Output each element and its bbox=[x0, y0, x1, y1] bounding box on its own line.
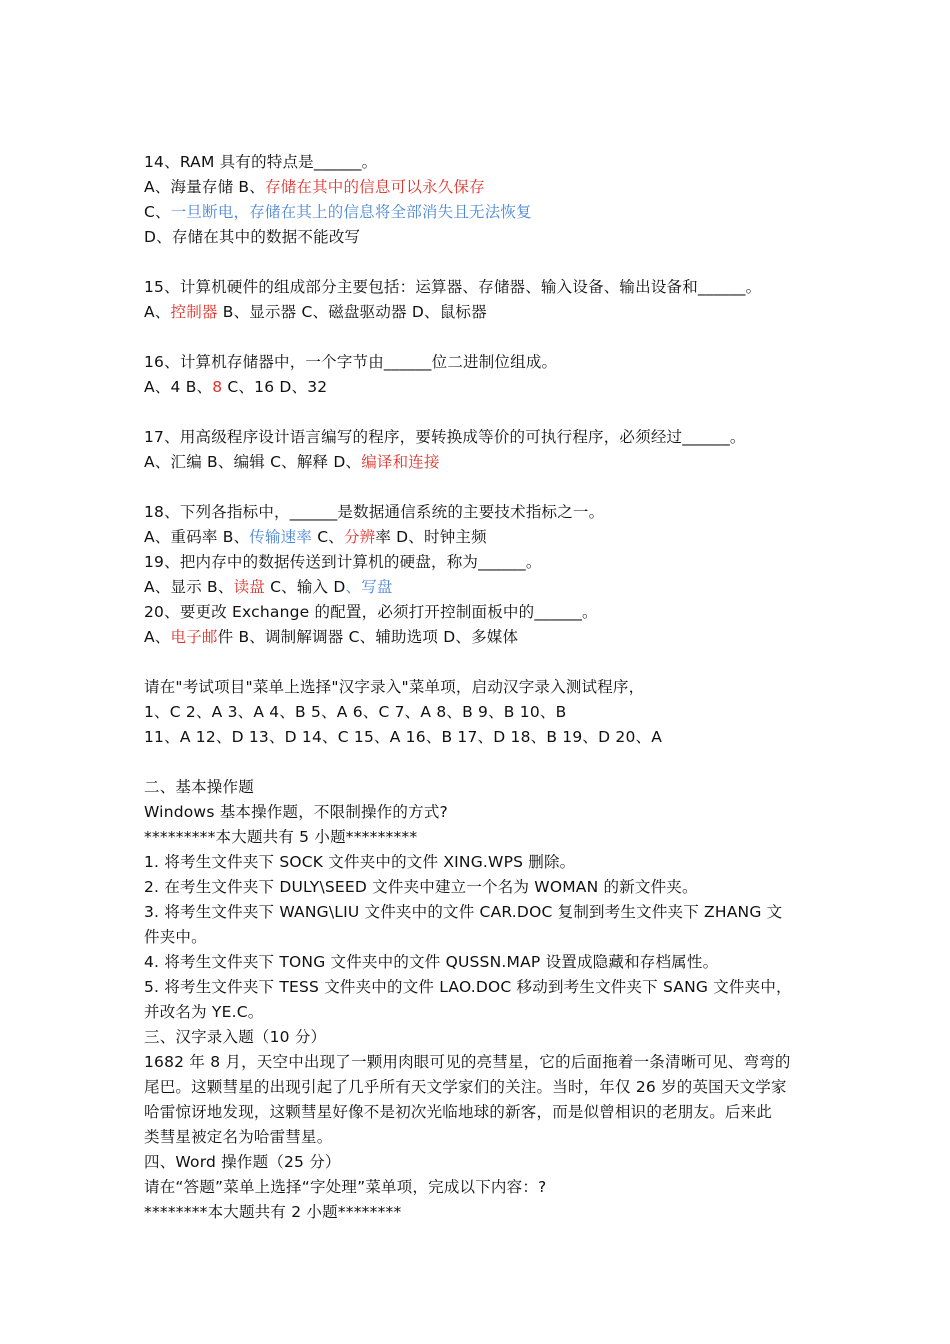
answers-intro: 请在"考试项目"菜单上选择"汉字录入"菜单项，启动汉字录入测试程序， bbox=[144, 678, 645, 696]
answers-row-1: 1、C 2、A 3、A 4、B 5、A 6、C 7、A 8、B 9、B 10、B bbox=[144, 703, 567, 721]
marked-option-red: 分辨 bbox=[343, 528, 376, 546]
question-18-options: A、重码率 B、传输速率 C、分辨率 D、时钟主频 bbox=[144, 528, 487, 546]
section-4-count: ********本大题共有 2 小题******** bbox=[144, 1203, 402, 1221]
question-14-option-c: C、一旦断电，存储在其上的信息将全部消失且无法恢复 bbox=[144, 203, 532, 221]
marked-option-red: 电子邮 bbox=[170, 628, 218, 646]
section-2-item: 1. 将考生文件夹下 SOCK 文件夹中的文件 XING.WPS 删除。 bbox=[144, 853, 576, 871]
section-3-paragraph-line: 1682 年 8 月，天空中出现了一颗用肉眼可见的亮彗星，它的后面拖着一条清晰可见、弯弯的 bbox=[144, 1053, 791, 1071]
spacer bbox=[144, 475, 824, 500]
document-page bbox=[144, 150, 824, 1225]
question-16-stem: 16、计算机存储器中，一个字节由______位二进制位组成。 bbox=[144, 353, 558, 371]
marked-option-red: 编译和连接 bbox=[361, 453, 440, 471]
question-15-options: A、控制器 B、显示器 C、磁盘驱动器 D、鼠标器 bbox=[144, 303, 487, 321]
marked-option-red: 存储在其中的信息可以永久保存 bbox=[264, 178, 485, 196]
section-2-item: 3. 将考生文件夹下 WANG\LIU 文件夹中的文件 CAR.DOC 复制到考生文件夹下 ZHANG 文 bbox=[144, 903, 783, 921]
section-2-count: *********本大题共有 5 小题********* bbox=[144, 828, 418, 846]
spacer bbox=[144, 400, 824, 425]
section-3-paragraph-line: 哈雷惊讶地发现，这颗彗星好像不是初次光临地球的新客，而是似曾相识的老朋友。后来此 bbox=[144, 1103, 773, 1121]
section-2-subtitle: Windows 基本操作题，不限制操作的方式? bbox=[144, 803, 448, 821]
section-3-title: 三、汉字录入题（10 分） bbox=[144, 1028, 327, 1046]
marked-option-blue: 传输速率 bbox=[249, 528, 313, 546]
section-3-paragraph-line: 尾巴。这颗彗星的出现引起了几乎所有天文学家们的关注。当时，年仅 26 岁的英国天文学家 bbox=[144, 1078, 787, 1096]
marked-option-blue: 一旦断电，存储在其上的信息将全部消失且无法恢复 bbox=[170, 203, 532, 221]
question-19-stem: 19、把内存中的数据传送到计算机的硬盘，称为______。 bbox=[144, 553, 542, 571]
question-17-options: A、汇编 B、编辑 C、解释 D、编译和连接 bbox=[144, 453, 440, 471]
section-2-item: 并改名为 YE.C。 bbox=[144, 1003, 264, 1021]
section-2-item: 件夹中。 bbox=[144, 928, 207, 946]
answers-row-2: 11、A 12、D 13、D 14、C 15、A 16、B 17、D 18、B 19、D 20、A bbox=[144, 728, 663, 746]
spacer bbox=[144, 250, 824, 275]
section-3-paragraph-line: 类彗星被定名为哈雷彗星。 bbox=[144, 1128, 333, 1146]
question-14-stem: 14、RAM 具有的特点是______。 bbox=[144, 153, 378, 171]
marked-option-red: 读盘 bbox=[233, 578, 265, 596]
question-20-options: A、电子邮件 B、调制解调器 C、辅助选项 D、多媒体 bbox=[144, 628, 519, 646]
marked-option-blue: 、写盘 bbox=[345, 578, 393, 596]
marked-option-red: 8 bbox=[212, 378, 223, 396]
question-16-options: A、4 B、8 C、16 D、32 bbox=[144, 378, 328, 396]
section-2-item: 5. 将考生文件夹下 TESS 文件夹中的文件 LAO.DOC 移动到考生文件夹下 SANG 文件夹中， bbox=[144, 978, 792, 996]
question-20-stem: 20、要更改 Exchange 的配置，必须打开控制面板中的______。 bbox=[144, 603, 598, 621]
section-4-instruction: 请在“答题”菜单上选择“字处理”菜单项，完成以下内容：? bbox=[144, 1178, 547, 1196]
section-4-title: 四、Word 操作题（25 分） bbox=[144, 1153, 341, 1171]
section-2-item: 2. 在考生文件夹下 DULY\SEED 文件夹中建立一个名为 WOMAN 的新文件夹。 bbox=[144, 878, 698, 896]
question-19-options: A、显示 B、读盘 C、输入 D、写盘 bbox=[144, 578, 393, 596]
spacer bbox=[144, 650, 824, 675]
section-2-title: 二、基本操作题 bbox=[144, 778, 254, 796]
question-14-option-d: D、存储在其中的数据不能改写 bbox=[144, 228, 361, 246]
question-17-stem: 17、用高级程序设计语言编写的程序，要转换成等价的可执行程序，必须经过______。 bbox=[144, 428, 746, 446]
spacer bbox=[144, 325, 824, 350]
question-15-stem: 15、计算机硬件的组成部分主要包括：运算器、存储器、输入设备、输出设备和______。 bbox=[144, 278, 762, 296]
question-18-stem: 18、下列各指标中，______是数据通信系统的主要技术指标之一。 bbox=[144, 503, 605, 521]
spacer bbox=[144, 750, 824, 775]
marked-option-red: 控制器 bbox=[170, 303, 218, 321]
question-14-options-ab: A、海量存储 B、存储在其中的信息可以永久保存 bbox=[144, 178, 485, 196]
section-2-item: 4. 将考生文件夹下 TONG 文件夹中的文件 QUSSN.MAP 设置成隐藏和存档属性。 bbox=[144, 953, 719, 971]
